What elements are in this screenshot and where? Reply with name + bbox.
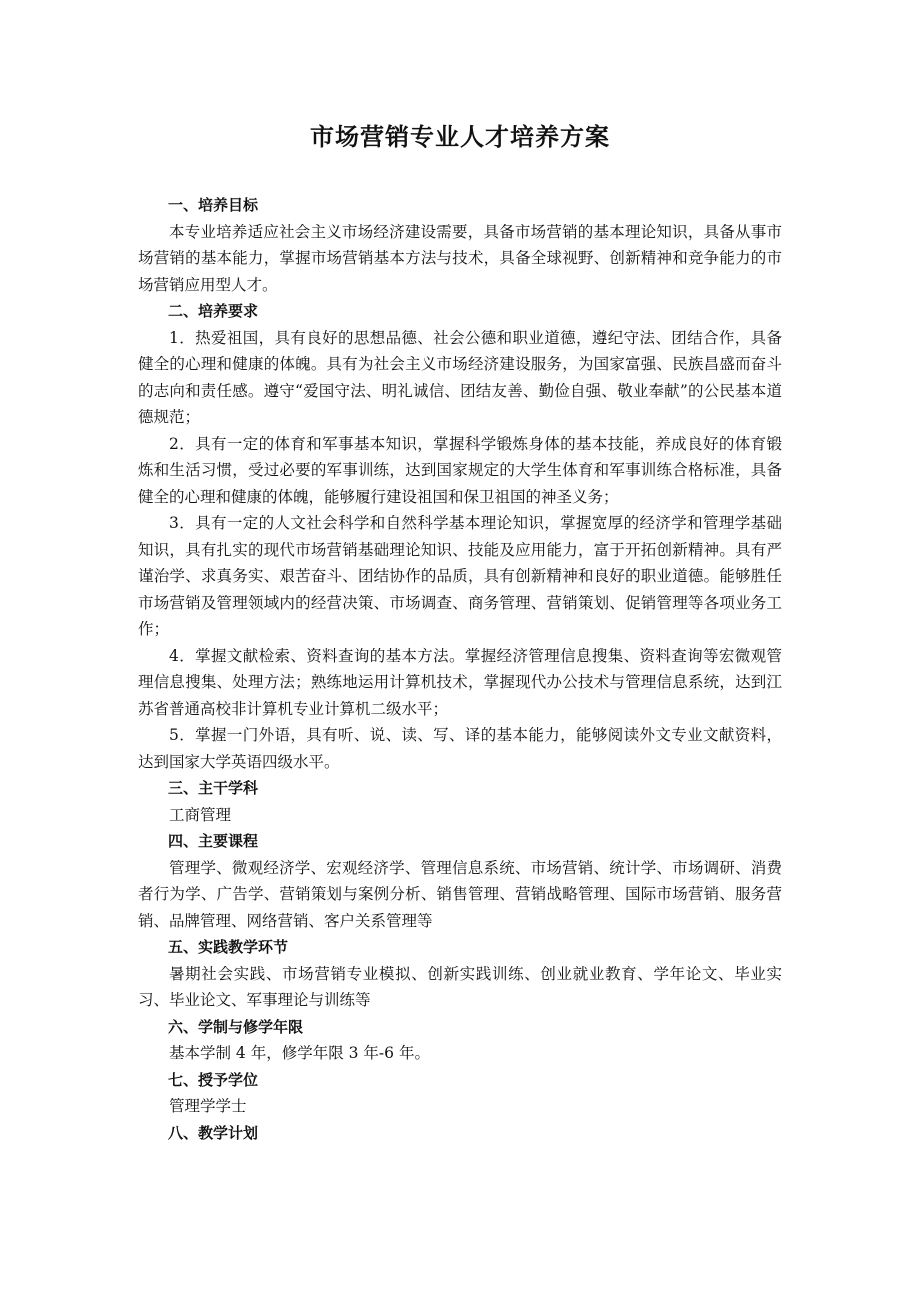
requirement-item-2: 2．具有一定的体育和军事基本知识，掌握科学锻炼身体的基本技能，养成良好的体育锻炼和生活习惯，受过必要的军事训练，达到国家规定的大学生体育和军事训练合格标准，具备健全的心理和健康的体魄，能够履行建设祖国和保卫祖国的神圣义务； xyxy=(138,434,782,506)
section-heading-practice: 五、实践教学环节 xyxy=(168,938,289,956)
requirement-item-4: 4．掌握文献检索、资料查询的基本方法。掌握经济管理信息搜集、资料查询等宏微观管理信息搜集、处理方法；熟练地运用计算机技术，掌握现代办公技术与管理信息系统，达到江苏省普通高校非计算机专业计算机二级水平； xyxy=(138,646,782,718)
requirement-item-5: 5．掌握一门外语，具有听、说、读、写、译的基本能力，能够阅读外文专业文献资料，达到国家大学英语四级水平。 xyxy=(138,726,782,771)
section-heading-main-discipline: 三、主干学科 xyxy=(168,779,259,797)
section-heading-teaching-plan: 八、教学计划 xyxy=(168,1123,259,1142)
section-heading-main-courses: 四、主要课程 xyxy=(168,832,259,850)
document-body xyxy=(138,192,782,1146)
section-heading-training-goal: 一、培养目标 xyxy=(168,196,259,214)
section-heading-duration: 六、学制与修学年限 xyxy=(168,1017,304,1036)
degree-text: 管理学学士 xyxy=(169,1097,247,1115)
requirement-item-1: 1．热爱祖国，具有良好的思想品德、社会公德和职业道德，遵纪守法、团结合作，具备健全的心理和健康的体魄。具有为社会主义市场经济建设服务，为国家富强、民族昌盛而奋斗的志向和责任感。遵守“爱国守法、明礼诚信、团结友善、勤俭自强、敬业奉献”的公民基本道德规范； xyxy=(138,328,782,426)
section-heading-degree: 七、授予学位 xyxy=(168,1070,259,1089)
requirement-item-3: 3．具有一定的人文社会科学和自然科学基本理论知识，掌握宽厚的经济学和管理学基础知识，具有扎实的现代市场营销基础理论知识、技能及应用能力，富于开拓创新精神。具有严谨治学、求真务实、艰苦奋斗、团结协作的品质，具有创新精神和良好的职业道德。能够胜任市场营销及管理领域内的经营决策、市场调查、商务管理、营销策划、促销管理等各项业务工作； xyxy=(138,514,782,638)
practice-text: 暑期社会实践、市场营销专业模拟、创新实践训练、创业就业教育、学年论文、毕业实习、毕业论文、军事理论与训练等 xyxy=(138,964,782,1009)
document-title: 市场营销专业人才培养方案 xyxy=(310,123,610,151)
section-heading-training-requirements: 二、培养要求 xyxy=(168,302,259,320)
main-courses-text: 管理学、微观经济学、宏观经济学、管理信息系统、市场营销、统计学、市场调研、消费者行为学、广告学、营销策划与案例分析、销售管理、营销战略管理、国际市场营销、服务营销、品牌管理、网络营销、客户关系管理等 xyxy=(138,858,782,930)
training-goal-text: 本专业培养适应社会主义市场经济建设需要，具备市场营销的基本理论知识，具备从事市场营销的基本能力，掌握市场营销基本方法与技术，具备全球视野、创新精神和竞争能力的市场营销应用型人才。 xyxy=(138,222,782,294)
duration-text: 基本学制 4 年，修学年限 3 年-6 年。 xyxy=(169,1044,430,1062)
main-discipline-text: 工商管理 xyxy=(169,805,232,824)
